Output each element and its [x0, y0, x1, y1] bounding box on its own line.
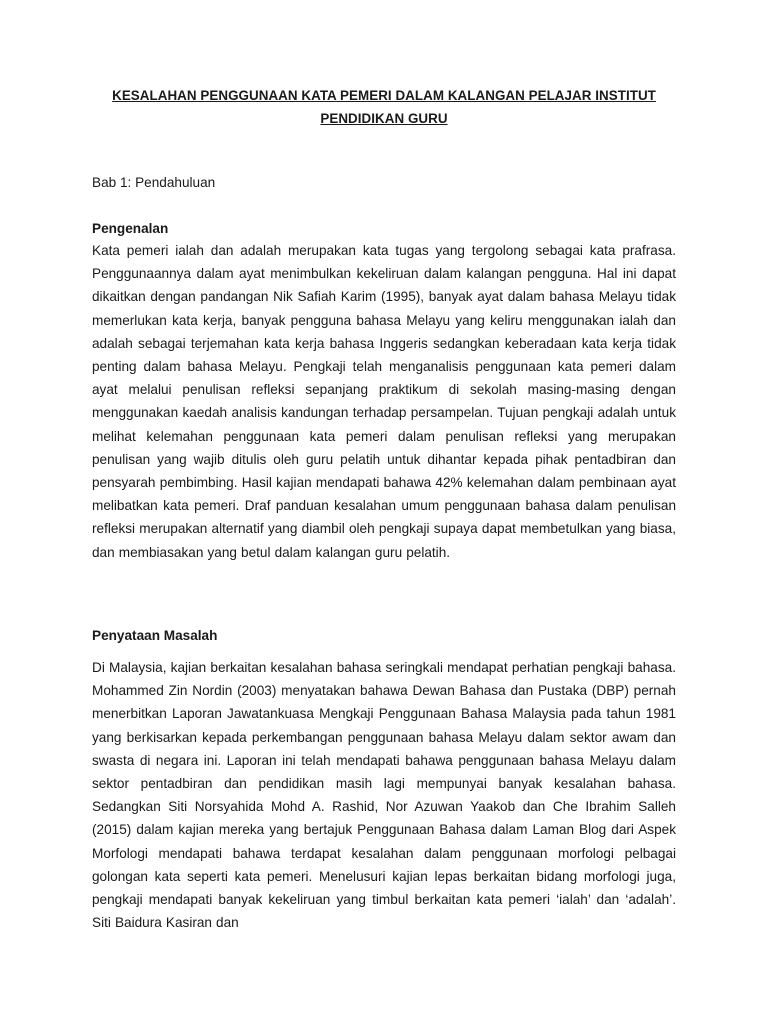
- chapter-heading: Bab 1: Pendahuluan: [92, 175, 216, 190]
- paragraph-penyataan-masalah: Di Malaysia, kajian berkaitan kesalahan bahasa seringkali mendapat perhatian pengkaji bahasa. Mohammed Zin Nordin (2003) menyatakan bahawa Dewan Bahasa dan Pustaka (DBP) pernah menerbitkan Laporan Jawatankuasa Mengkaji Penggunaan Bahasa Malaysia pada tahun 1981 yang berkisarkan kepada perkembangan penggunaan bahasa Melayu dalam sektor awam dan swasta di negara ini. Laporan ini telah mendapati bahawa penggunaan bahasa Melayu dalam sektor pentadbiran dan pendidikan masih lagi mempunyai banyak kesalahan bahasa. Sedangkan Siti Norsyahida Mohd A. Rashid, Nor Azuwan Yaakob dan Che Ibrahim Salleh (2015) dalam kajian mereka yang bertajuk Penggunaan Bahasa dalam Laman Blog dari Aspek Morfologi mendapati bahawa terdapat kesalahan dalam penggunaan morfologi pelbagai golongan kata seperti kata pemeri. Menelusuri kajian lepas berkaitan bidang morfologi juga, pengkaji mendapati banyak kekeliruan yang timbul berkaitan kata pemeri ‘ialah’ dan ‘adalah’. Siti Baidura Kasiran dan: [92, 660, 676, 931]
- document-title: KESALAHAN PENGGUNAAN KATA PEMERI DALAM KALANGAN PELAJAR INSTITUT PENDIDIKAN GURU: [112, 88, 656, 126]
- paragraph-pengenalan: Kata pemeri ialah dan adalah merupakan kata tugas yang tergolong sebagai kata prafrasa. Penggunaannya dalam ayat menimbulkan kekeliruan dalam kalangan pengguna. Hal ini dapat dikaitkan dengan pandangan Nik Safiah Karim (1995), banyak ayat dalam bahasa Melayu tidak memerlukan kata kerja, banyak pengguna bahasa Melayu yang keliru menggunakan ialah dan adalah sebagai terjemahan kata kerja bahasa Inggeris sedangkan keberadaan kata kerja tidak penting dalam bahasa Melayu. Pengkaji telah menganalisis penggunaan kata pemeri dalam ayat melalui penulisan refleksi sepanjang praktikum di sekolah masing-masing dengan menggunakan kaedah analisis kandungan terhadap persampelan. Tujuan pengkaji adalah untuk melihat kelemahan penggunaan kata pemeri dalam penulisan refleksi yang merupakan penulisan yang wajib ditulis oleh guru pelatih untuk dihantar kepada pihak pentadbiran dan pensyarah pembimbing. Hasil kajian mendapati bahawa 42% kelemahan dalam pembinaan ayat melibatkan kata pemeri. Draf panduan kesalahan umum penggunaan bahasa dalam penulisan refleksi merupakan alternatif yang diambil oleh pengkaji supaya dapat membetulkan yang biasa, dan membiasakan yang betul dalam kalangan guru pelatih.: [92, 243, 676, 560]
- section-heading-pengenalan: Pengenalan: [92, 221, 169, 236]
- section-heading-penyataan-masalah: Penyataan Masalah: [92, 628, 218, 643]
